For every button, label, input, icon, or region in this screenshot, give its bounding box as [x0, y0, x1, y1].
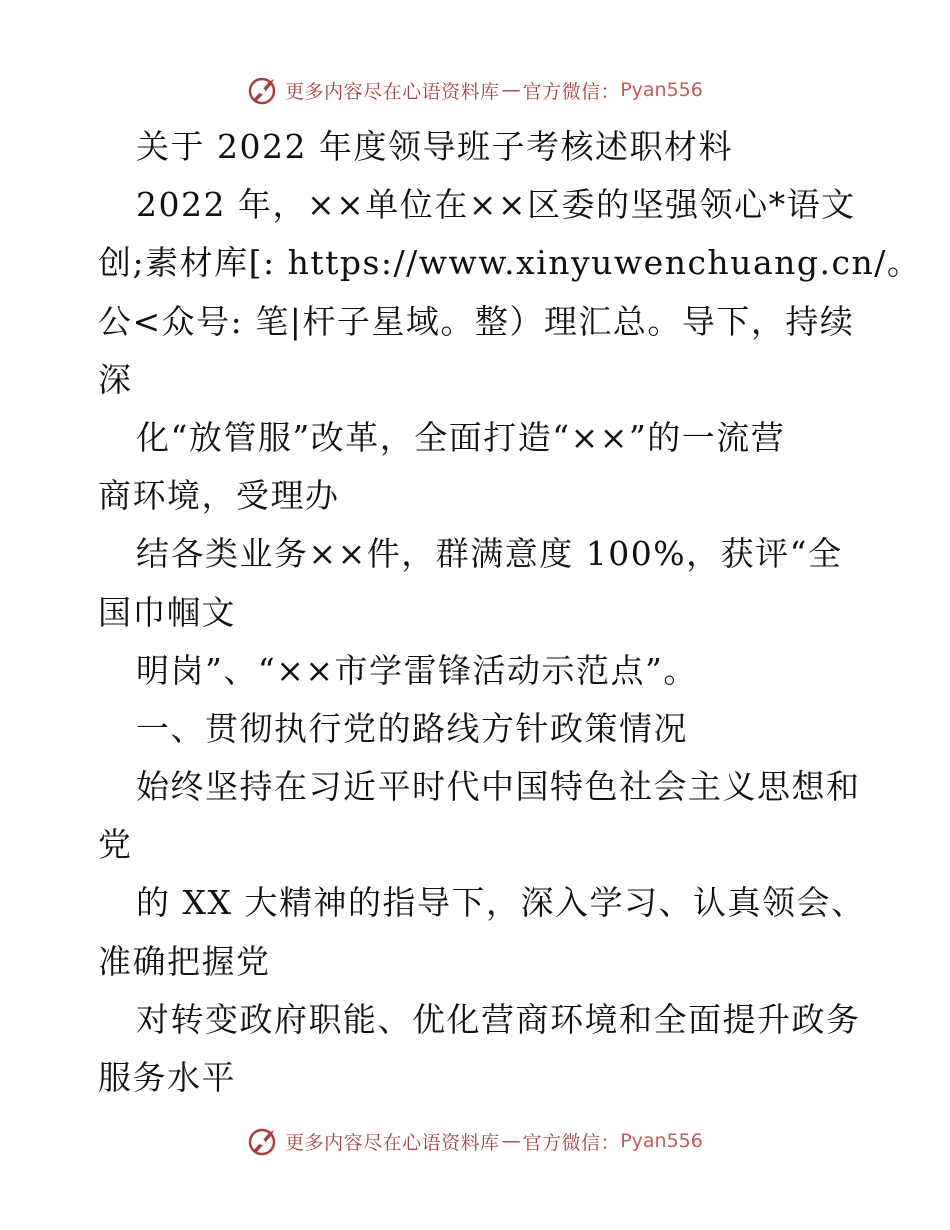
paragraph-line: 始终坚持在习近平时代中国特色社会主义思想和	[136, 767, 861, 807]
paragraph-line: 商环境，受理办	[98, 476, 340, 516]
pen-logo-icon	[247, 1125, 279, 1157]
header-watermark	[0, 70, 950, 110]
watermark-contact-code: Pyan556	[620, 79, 703, 101]
watermark-text: 更多内容尽在心语资料库	[285, 80, 500, 103]
paragraph-line: 化“放管服”改革，全面打造“××”的一流营	[136, 417, 786, 457]
paragraph-line: 明岗”、“××市学雷锋活动示范点”。	[136, 650, 698, 690]
pen-logo-icon	[247, 74, 279, 106]
watermark-text: 更多内容尽在心语资料库	[285, 1131, 500, 1154]
section-heading: 一、贯彻执行党的路线方针政策情况	[136, 708, 688, 748]
document-title: 关于 2022 年度领导班子考核述职材料	[136, 127, 733, 166]
paragraph-line: 服务水平	[98, 1058, 236, 1097]
paragraph-line: 准确把握党	[98, 941, 271, 981]
paragraph-line: 国巾帼文	[98, 592, 236, 632]
watermark-separator: —	[501, 79, 521, 101]
watermark-contact-label: 官方微信：	[522, 80, 621, 103]
paragraph-line: 创;素材库[: https://www.xinyuwenchuang.cn/。	[98, 243, 922, 283]
watermark-contact-label: 官方微信：	[522, 1131, 621, 1154]
paragraph-line: 2022 年，××单位在××区委的坚强领心*语文	[136, 185, 856, 225]
watermark-contact-code: Pyan556	[620, 1130, 703, 1152]
document-body	[98, 118, 922, 1107]
paragraph-line: 的 XX 大精神的指导下，深入学习、认真领会、	[136, 883, 866, 923]
paragraph-line: 对转变政府职能、优化营商环境和全面提升政务	[136, 999, 861, 1039]
paragraph-line: 深	[98, 359, 133, 399]
watermark-separator: —	[501, 1130, 521, 1152]
paragraph-line: 公<众号: 笔|杆子星域。整）理汇总。导下，持续	[98, 301, 855, 341]
paragraph-line: 党	[98, 825, 133, 865]
paragraph-line: 结各类业务××件，群满意度 100%，获评“全	[136, 534, 843, 574]
footer-watermark	[0, 1121, 950, 1161]
